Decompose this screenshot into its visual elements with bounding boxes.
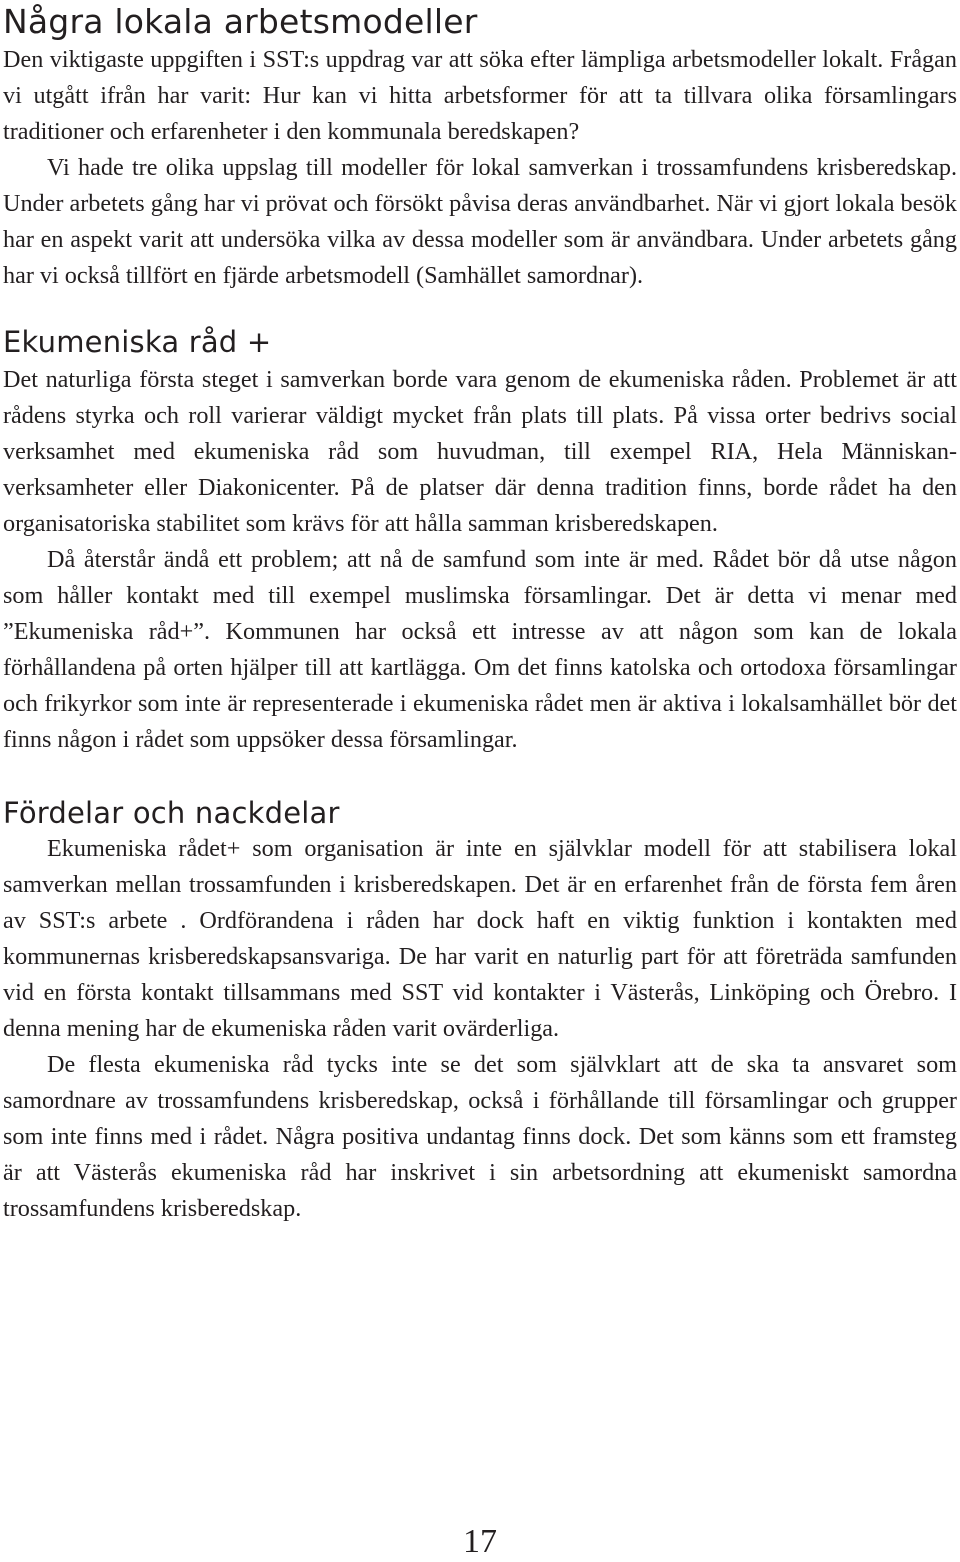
ekumeniska-paragraph-2: Då återstår ändå ett problem; att nå de samfund som inte är med. Rådet bör då utse någon som håller kontakt med till exempel muslimska församlingar. Det är detta vi menar med ”Ekumeniska råd+”. Kommunen har också ett intresse av att någon som kan de lokala förhållandena på orten hjälper till att kartlägga. Om det finns katolska och ortodoxa församlingar och frikyrkor som inte är representerade i ekumeniska rådet men är aktiva i lokalsamhället bör det finns någon i rådet som uppsöker dessa församlingar. [3,546,957,753]
intro-section [3,42,957,294]
ekumeniska-paragraph-1: Det naturliga första steget i samverkan borde vara genom de ekumeniska råden. Problemet är att rådens styrka och roll varierar väldigt mycket från plats till plats. På vissa orter bedrivs social verksamhet med ekumeniska råd som huvudman, till exempel RIA, Hela Människan-verksamheter eller Diakonicenter. På de platser där denna tradition finns, borde rådet ha den organisatoriska stabilitet som krävs för att hålla samman krisberedskapen. [3,366,957,537]
section-heading-fordelar: Fördelar och nackdelar [3,796,340,830]
page-number: 17 [463,1523,497,1560]
fordelar-section [3,831,957,1227]
page-title: Några lokala arbetsmodeller [3,2,478,41]
section-heading-ekumeniska: Ekumeniska råd + [3,325,272,359]
ekumeniska-section [3,362,957,758]
fordelar-paragraph-2: De flesta ekumeniska råd tycks inte se det som självklart att de ska ta ansvaret som samordnare av trossamfundens krisberedskap, också i förhållande till församlingar och grupper som inte finns med i rådet. Några positiva undantag finns dock. Det som känns som ett framsteg är att Västerås ekumeniska råd har inskrivet i sin arbetsordning att ekumeniskt samordna trossamfundens krisberedskap. [3,1051,957,1222]
fordelar-paragraph-1: Ekumeniska rådet+ som organisation är inte en självklar modell för att stabilisera lokal samverkan mellan trossamfunden i krisberedskapen. Det är en erfarenhet från de första fem åren av SST:s arbete . Ordförandena i råden har dock haft en viktig funktion i kontakten med kommunernas krisberedskapsansvariga. De har varit en naturlig part för att företräda samfunden vid en första kontakt tillsammans med SST vid kontakter i Västerås, Linköping och Örebro. I denna mening har de ekumeniska råden varit ovärderliga. [3,835,957,1042]
page-content [3,0,957,1227]
intro-paragraph-1: Den viktigaste uppgiften i SST:s uppdrag var att söka efter lämpliga arbetsmodeller lokalt. Frågan vi utgått ifrån har varit: Hur kan vi hitta arbetsformer för att ta tillvara olika församlingars traditioner och erfarenheter i den kommunala beredskapen? [3,46,957,145]
intro-paragraph-2: Vi hade tre olika uppslag till modeller för lokal samverkan i trossamfundens krisberedskap. Under arbetets gång har vi prövat och försökt påvisa deras användbarhet. När vi gjort lokala besök har en aspekt varit att undersöka vilka av dessa modeller som är användbara. Under arbetets gång har vi också tillfört en fjärde arbetsmodell (Samhället samordnar). [3,154,957,289]
